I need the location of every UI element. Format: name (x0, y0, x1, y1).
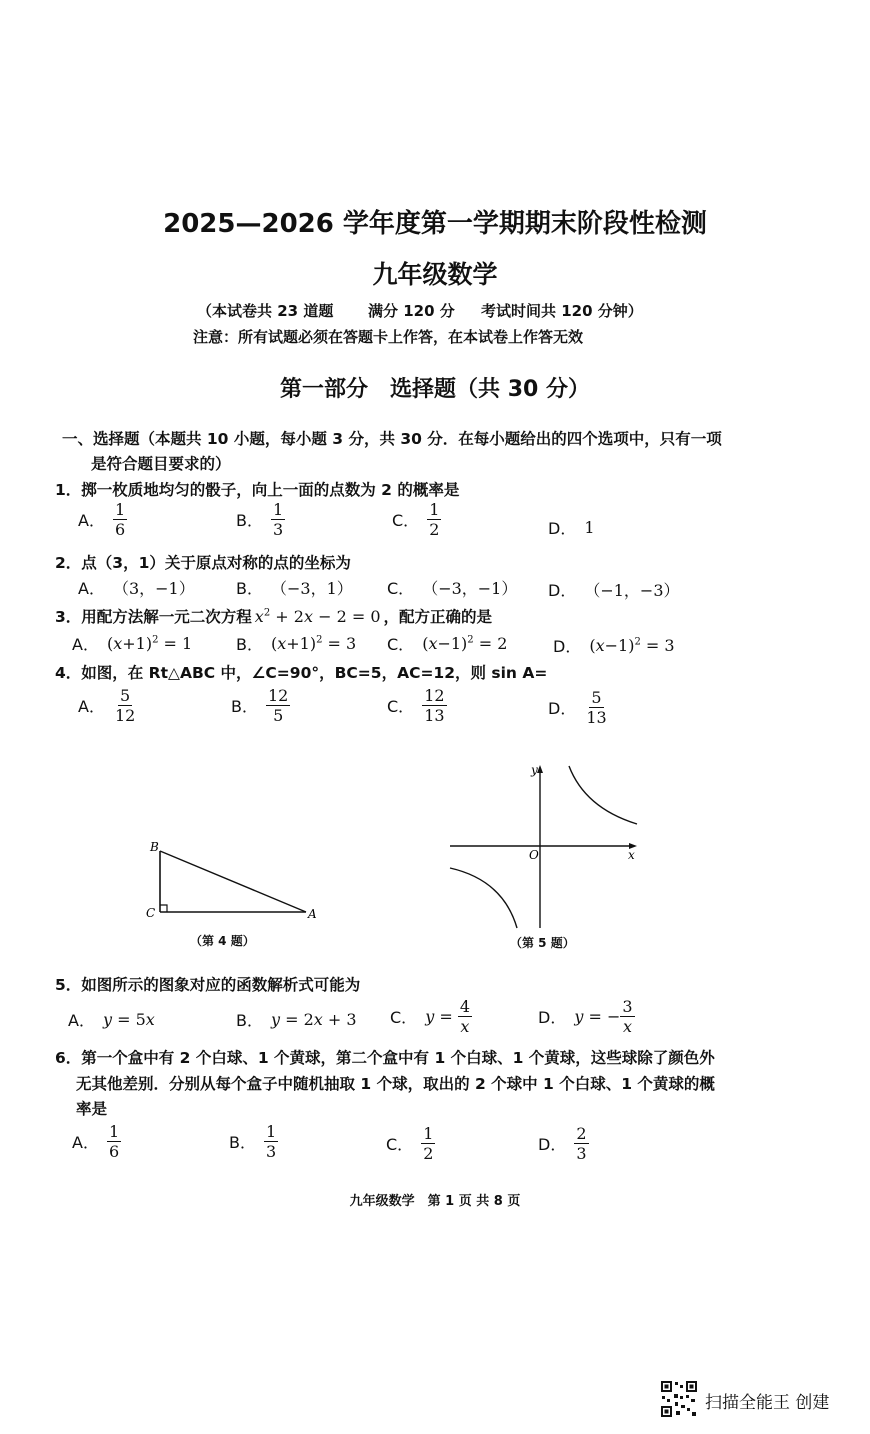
q4-option-a (78, 686, 137, 725)
q1-option-c (392, 500, 441, 539)
exam-subject: 九年级数学 (372, 260, 498, 289)
q1-c-num: 1 (429, 500, 440, 519)
page-footer: 九年级数学 第 1 页 共 8 页 (349, 1194, 521, 1209)
q1-a-num: 1 (114, 500, 126, 519)
q2-option-c (387, 576, 517, 599)
q6-option-d (538, 1124, 589, 1163)
q3-d-rhs: 3 (664, 636, 675, 655)
option-label: D． (548, 581, 577, 600)
q3-equation: $x^2 + 2x - 2 = 0$ (254, 607, 381, 626)
q6-option-c (386, 1124, 435, 1163)
exam-info-time: 考试时间共 120 分钟） (481, 302, 643, 320)
option-label: D． (553, 637, 582, 656)
q3-option-c: C． $(x-1)^2 = 2$ (387, 634, 508, 654)
q4-b-num: 12 (267, 686, 289, 705)
q5-option-a: A． y = 5x (68, 1010, 155, 1030)
q5-option-b: B． y = 2x + 3 (236, 1010, 357, 1030)
q3-a-rhs: 1 (182, 634, 193, 653)
y-axis-arrow-icon (537, 765, 543, 773)
option-label: D． (548, 519, 577, 538)
q2-option-a (78, 576, 195, 599)
q3-stem-post: ，配方正确的是 (383, 608, 493, 626)
exam-notice: 注意：所有试题必须在答题卡上作答，在本试卷上作答无效 (193, 328, 584, 346)
q6-stem-line2: 无其他差别．分别从每个盒子中随机抽取 1 个球，取出的 2 个球中 1 个白球、1 个黄球的概 (76, 1075, 715, 1093)
qr-code-icon (660, 1380, 698, 1418)
figure-5-graph (445, 760, 645, 932)
figure-5-caption: （第 5 题） (510, 936, 575, 950)
q3-option-a: A． $(x+1)^2 = 1$ (72, 634, 193, 654)
option-label: C． (386, 1135, 414, 1154)
q4-a-den: 12 (114, 706, 136, 725)
option-label: C． (387, 635, 415, 654)
exam-title: 2025—2026 学年度第一学期期末阶段性检测 (163, 209, 707, 239)
section-instructions-line2: 是符合题目要求的） (91, 455, 231, 473)
q2-stem: 2．点（3，1）关于原点对称的点的坐标为 (55, 554, 351, 572)
option-label: D． (548, 699, 577, 718)
option-label: D． (538, 1135, 567, 1154)
option-label: A． (72, 1133, 99, 1152)
exam-info-score: 满分 120 分 (368, 302, 455, 320)
hyperbola-branch-lower (450, 868, 517, 928)
q4-option-c (387, 686, 447, 725)
q2-a-value: （3，−1） (112, 579, 195, 598)
q6-b-den: 3 (265, 1142, 277, 1161)
q4-d-num: 5 (591, 688, 602, 707)
figure-4-caption: （第 4 题） (190, 934, 255, 948)
option-label: A． (78, 697, 105, 716)
q1-c-den: 2 (429, 520, 440, 539)
q2-option-b (236, 576, 353, 599)
q6-option-b (229, 1122, 278, 1161)
q6-c-num: 1 (423, 1124, 434, 1143)
scanner-watermark: 扫描全能王 创建 (705, 1393, 830, 1413)
section-instructions-line1: 一、选择题（本题共 10 小题，每小题 3 分，共 30 分．在每小题给出的四个选项中，只有一项 (62, 430, 722, 448)
option-label: A． (78, 511, 105, 530)
hyperbola-branch-upper (569, 766, 637, 824)
option-label: B． (236, 635, 263, 654)
q2-b-value: （−3，1） (270, 579, 353, 598)
q4-c-num: 12 (424, 686, 445, 705)
option-label: C． (387, 697, 415, 716)
option-label: B． (231, 697, 258, 716)
q3-option-d: D． $(x-1)^2 = 3$ (553, 636, 675, 656)
q3-b-rhs: 3 (346, 634, 357, 653)
q1-option-b (236, 500, 285, 539)
q2-d-value: （−1，−3） (584, 581, 680, 600)
q6-a-num: 1 (108, 1122, 120, 1141)
q4-d-den: 13 (586, 708, 607, 727)
option-label: A． (72, 635, 99, 654)
q6-c-den: 2 (423, 1144, 434, 1163)
q4-c-den: 13 (424, 706, 445, 725)
q1-option-a (78, 500, 127, 539)
q4-stem: 4．如图，在 Rt△ABC 中，∠C=90°，BC=5，AC=12，则 sin A= (55, 664, 548, 682)
q4-option-b (231, 686, 290, 725)
vertex-b-label: B (150, 840, 159, 854)
part1-heading: 第一部分 选择题（共 30 分） (280, 377, 590, 402)
exam-info-count: （本试卷共 23 道题 (197, 302, 334, 320)
option-label: C． (392, 511, 420, 530)
q4-option-d (548, 688, 609, 727)
vertex-a-label: A (308, 907, 317, 921)
q5-option-c: C． y = $\frac{4}{x}$ (390, 997, 470, 1036)
q2-option-d (548, 578, 680, 601)
q3-option-b: B． $(x+1)^2 = 3$ (236, 634, 357, 654)
q4-a-num: 5 (120, 686, 131, 705)
y-axis-label: y (531, 763, 538, 777)
q6-stem-line1: 6．第一个盒中有 2 个白球、1 个黄球，第二个盒中有 1 个白球、1 个黄球，这些球除了颜色外 (55, 1049, 715, 1067)
q5-d-num: 3 (622, 997, 633, 1016)
q1-option-d (548, 516, 595, 539)
x-axis-label: x (628, 848, 635, 862)
q3-stem-pre: 3．用配方法解一元二次方程 (55, 608, 252, 626)
origin-label: O (529, 848, 539, 862)
q3-stem (55, 605, 492, 627)
q6-stem-line3: 率是 (76, 1100, 108, 1118)
q6-option-a (72, 1122, 121, 1161)
option-label: B． (229, 1133, 256, 1152)
q5-c-num: 4 (459, 997, 470, 1016)
q2-c-value: （−3，−1） (422, 579, 518, 598)
q4-b-den: 5 (273, 706, 284, 725)
figure-4-triangle (140, 835, 340, 930)
q1-a-den: 6 (114, 520, 126, 539)
option-label: B． (236, 1011, 263, 1030)
option-label: B． (236, 579, 263, 598)
option-label: A． (78, 579, 105, 598)
q3-c-rhs: 2 (497, 634, 508, 653)
option-label: C． (390, 1008, 418, 1027)
q5-option-d: D． y = − $\frac{3}{x}$ (538, 997, 633, 1036)
option-label: D． (538, 1008, 567, 1027)
option-label: B． (236, 511, 263, 530)
q6-d-num: 2 (576, 1124, 587, 1143)
q5-stem: 5．如图所示的图象对应的函数解析式可能为 (55, 976, 361, 994)
q1-b-den: 3 (272, 520, 284, 539)
vertex-c-label: C (146, 906, 156, 920)
q6-b-num: 1 (265, 1122, 277, 1141)
q6-d-den: 3 (576, 1144, 587, 1163)
option-label: A． (68, 1011, 95, 1030)
option-label: C． (387, 579, 415, 598)
q1-stem: 1．掷一枚质地均匀的骰子，向上一面的点数为 2 的概率是 (55, 481, 460, 499)
q1-d-value: 1 (584, 518, 595, 537)
q1-b-num: 1 (272, 500, 284, 519)
q6-a-den: 6 (108, 1142, 120, 1161)
